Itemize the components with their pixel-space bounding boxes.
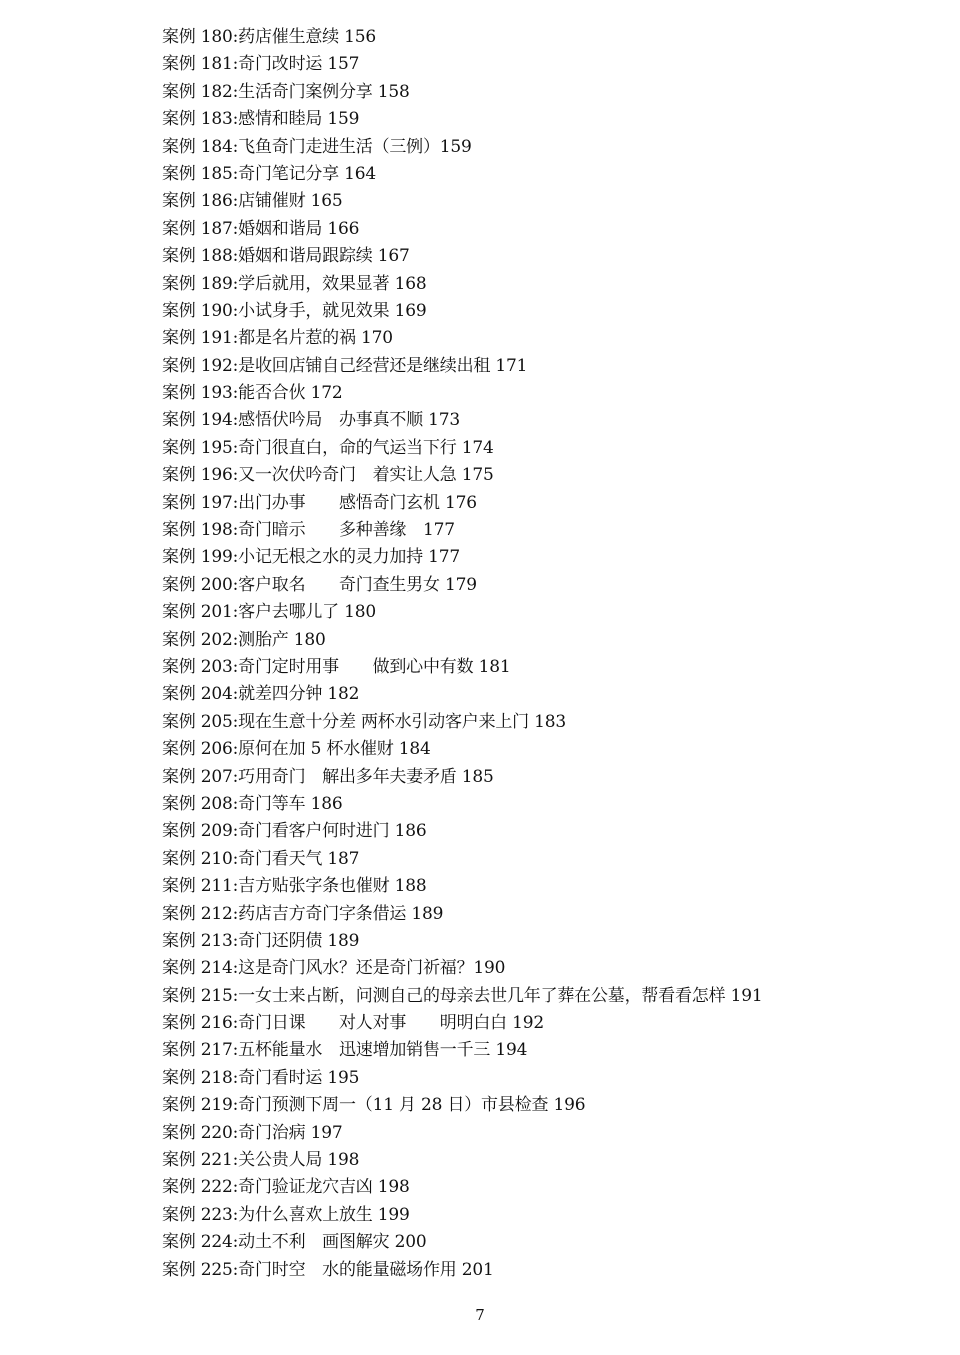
toc-entry: 案例 225:奇门时空 水的能量磁场作用 201 (162, 1259, 494, 1280)
toc-entry: 案例 212:药店吉方奇门字条借运 189 (162, 903, 444, 924)
toc-entry: 案例 194:感悟伏吟局 办事真不顺 173 (162, 410, 461, 431)
toc-entry: 案例 218:奇门看时运 195 (162, 1067, 360, 1088)
toc-entry: 案例 206:原何在加 5 杯水催财 184 (162, 739, 431, 760)
toc-entry: 案例 186:店铺催财 165 (162, 191, 343, 212)
toc-entry: 案例 196:又一次伏吟奇门 着实让人急 175 (162, 465, 494, 486)
page-number: 7 (475, 1306, 485, 1324)
toc-entry: 案例 205:现在生意十分差 两杯水引动客户来上门 183 (162, 711, 567, 732)
toc-entry: 案例 208:奇门等车 186 (162, 793, 343, 814)
toc-entry: 案例 184:飞鱼奇门走进生活（三例）159 (162, 136, 472, 157)
toc-entry: 案例 199:小记无根之水的灵力加持 177 (162, 547, 461, 568)
toc-entry: 案例 197:出门办事 感悟奇门玄机 176 (162, 492, 477, 513)
toc-entry: 案例 183:感情和睦局 159 (162, 109, 360, 130)
toc-entry: 案例 191:都是名片惹的祸 170 (162, 328, 393, 349)
toc-entry: 案例 224:动土不利 画图解灾 200 (162, 1232, 427, 1253)
toc-entry: 案例 198:奇门暗示 多种善缘 177 (162, 520, 455, 541)
toc-entry: 案例 192:是收回店铺自己经营还是继续出租 171 (162, 355, 528, 376)
toc-entry: 案例 187:婚姻和谐局 166 (162, 218, 360, 239)
toc-entry: 案例 193:能否合伙 172 (162, 383, 343, 404)
toc-entry: 案例 216:奇门日课 对人对事 明明白白 192 (162, 1013, 545, 1034)
toc-entry: 案例 189:学后就用，效果显著 168 (162, 273, 427, 294)
toc-entry: 案例 215:一女士来占断，问测自己的母亲去世几年了葬在公墓，帮看看怎样 191 (162, 985, 763, 1006)
toc-entry: 案例 220:奇门治病 197 (162, 1122, 343, 1143)
toc-entry: 案例 201:客户去哪儿了 180 (162, 602, 377, 623)
toc-entry: 案例 219:奇门预测下周一（11 月 28 日）市县检查 196 (162, 1095, 586, 1116)
toc-entry: 案例 202:测胎产 180 (162, 629, 326, 650)
toc-entry: 案例 200:客户取名 奇门查生男女 179 (162, 574, 477, 595)
toc-entry: 案例 210:奇门看天气 187 (162, 848, 360, 869)
toc-entry: 案例 211:吉方贴张字条也催财 188 (162, 876, 427, 897)
toc-entry: 案例 204:就差四分钟 182 (162, 684, 360, 705)
toc-entry: 案例 188:婚姻和谐局跟踪续 167 (162, 246, 410, 267)
toc-entry: 案例 221:关公贵人局 198 (162, 1150, 360, 1171)
toc-entry: 案例 203:奇门定时用事 做到心中有数 181 (162, 656, 511, 677)
toc-entry: 案例 180:药店催生意续 156 (162, 27, 377, 47)
toc-entry: 案例 223:为什么喜欢上放生 199 (162, 1204, 410, 1225)
toc-entry: 案例 214:这是奇门风水？还是奇门祈福？190 (162, 958, 506, 979)
toc-entry: 案例 182:生活奇门案例分享 158 (162, 81, 410, 102)
toc-entry: 案例 213:奇门还阴债 189 (162, 930, 360, 951)
toc-entry: 案例 195:奇门很直白，命的气运当下行 174 (162, 437, 494, 458)
toc-entry: 案例 222:奇门验证龙穴吉凶 198 (162, 1177, 410, 1198)
toc-entry: 案例 217:五杯能量水 迅速增加销售一千三 194 (162, 1040, 528, 1061)
toc-entry: 案例 209:奇门看客户何时进门 186 (162, 821, 427, 842)
toc-entry: 案例 181:奇门改时运 157 (162, 54, 360, 75)
toc-entry: 案例 207:巧用奇门 解出多年夫妻矛盾 185 (162, 766, 494, 787)
toc-entry: 案例 190:小试身手，就见效果 169 (162, 300, 427, 321)
toc-entry: 案例 185:奇门笔记分享 164 (162, 163, 377, 184)
table-of-contents (162, 24, 922, 1284)
